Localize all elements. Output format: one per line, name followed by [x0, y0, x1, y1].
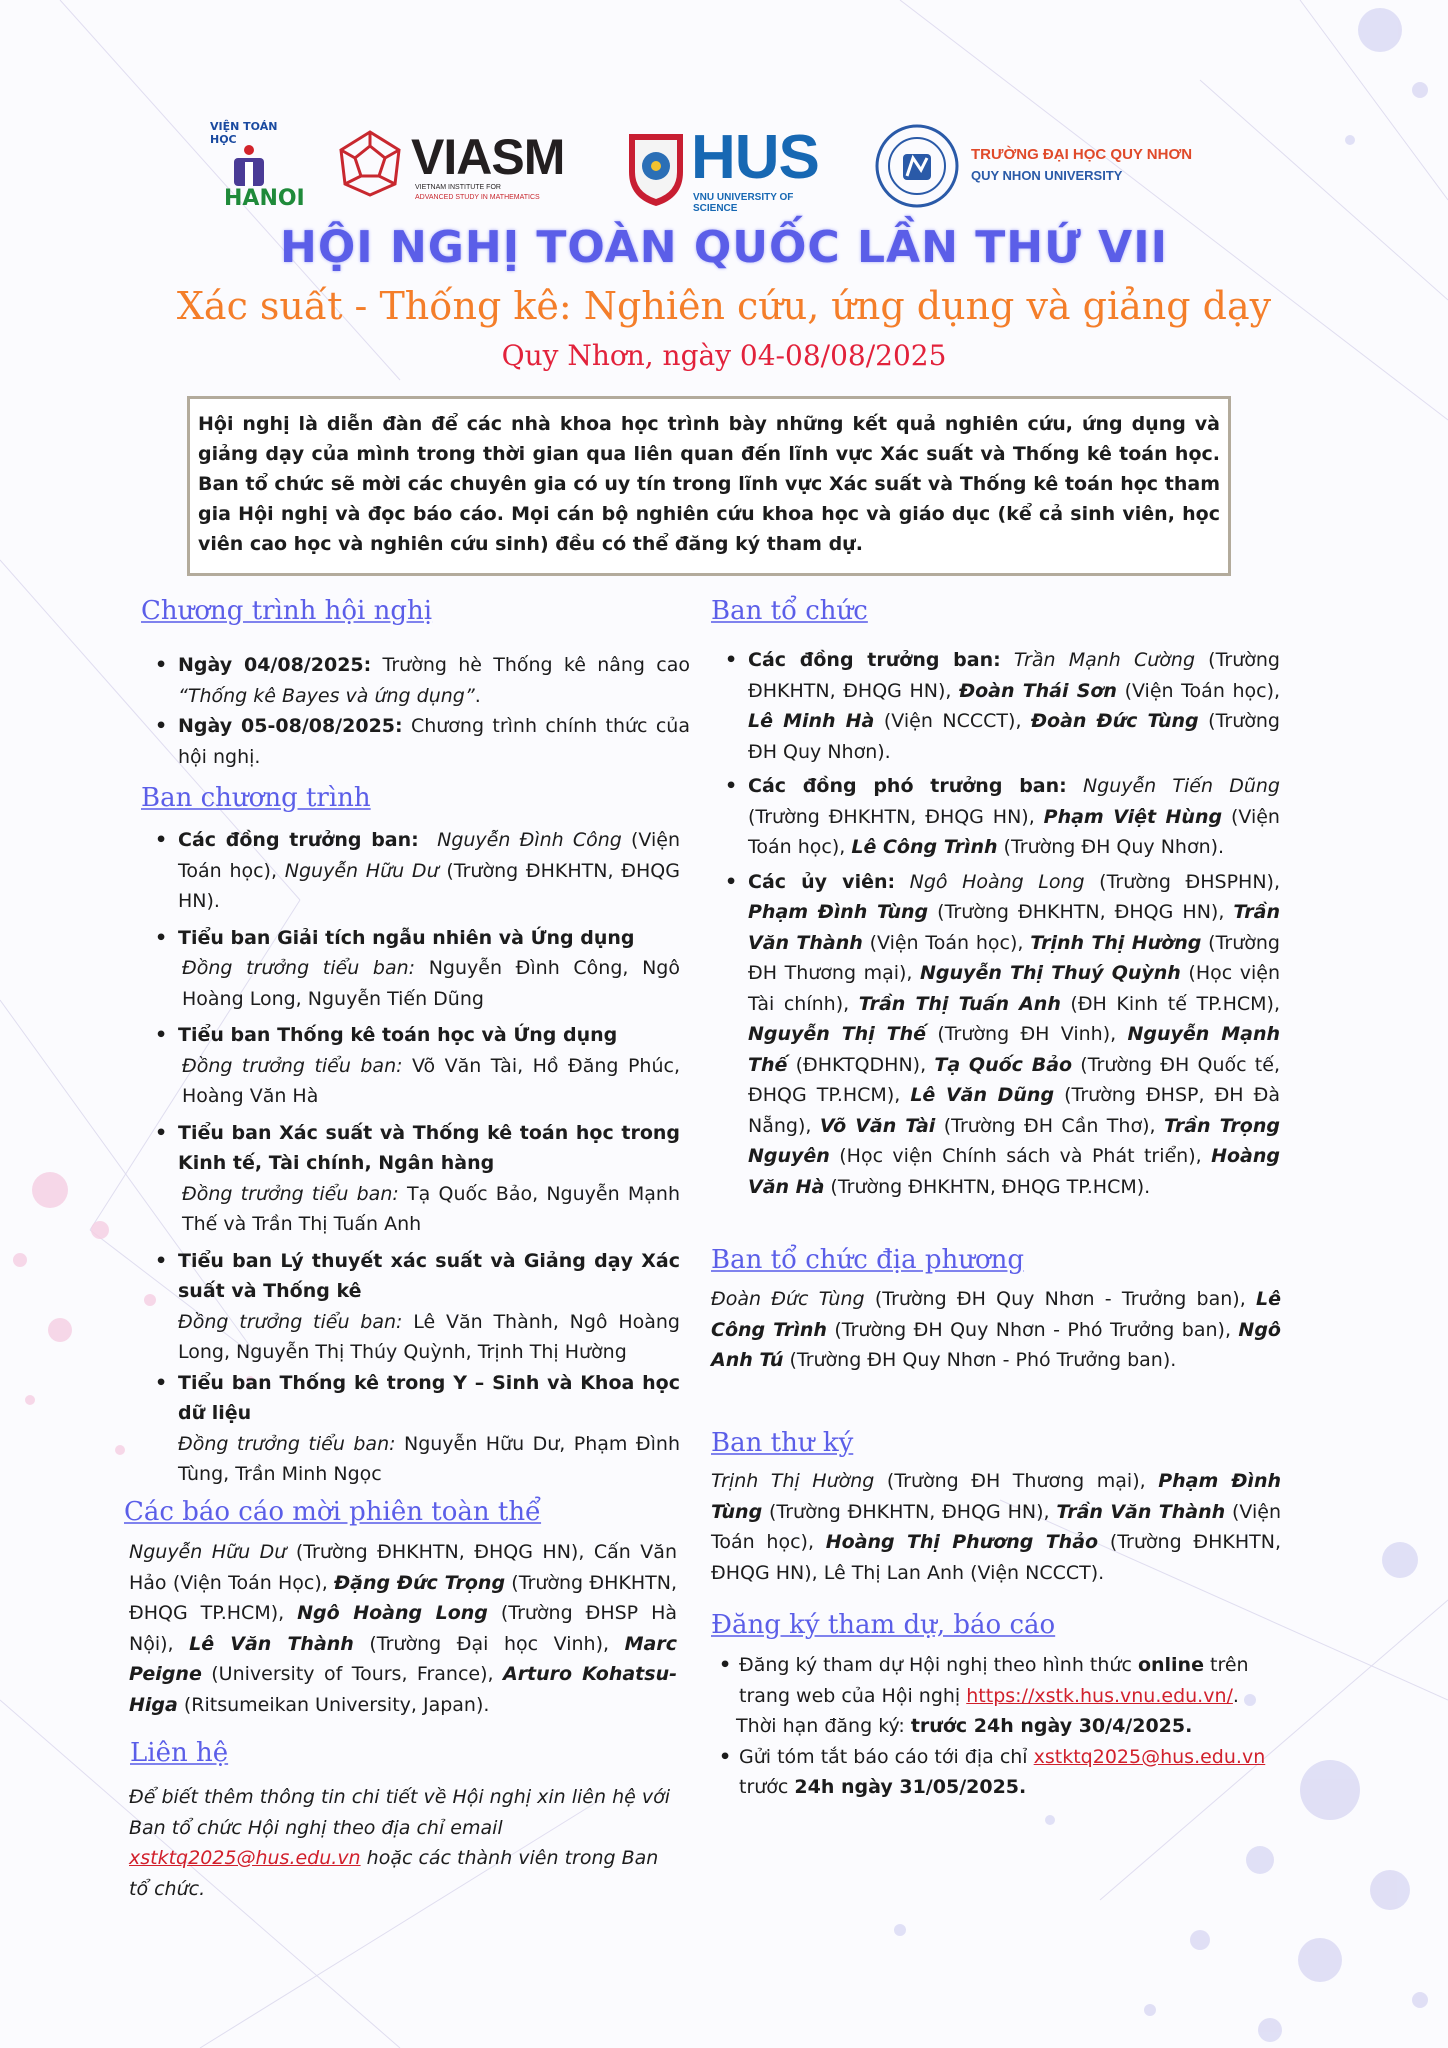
hanoi-math-institute-logo	[210, 120, 305, 220]
list-item: • Tiểu ban Thống kê toán học và Ứng dụng Đồng trưởng tiểu ban: Võ Văn Tài, Hồ Đăng Phúc, Hoàng Văn Hà	[155, 1024, 680, 1107]
abstract-email-link[interactable]: xstktq2025@hus.edu.vn	[1033, 1745, 1266, 1768]
hanoi-logo-word: HANOI	[224, 186, 305, 211]
viasm-polyhedron-icon	[335, 128, 405, 198]
logo-bar	[210, 120, 1240, 220]
list-item: • Các đồng phó trưởng ban: Nguyễn Tiến Dũng (Trường ĐHKHTN, ĐHQG HN), Phạm Việt Hùng (Viện Toán học), Lê Công Trình (Trường ĐH Quy Nhơn).	[725, 775, 1280, 858]
list-item: • Tiểu ban Giải tích ngẫu nhiên và Ứng dụng Đồng trưởng tiểu ban: Nguyễn Đình Công, Ngô Hoàng Long, Nguyễn Tiến Dũng	[155, 926, 680, 1010]
hus-logo-sub: VNU UNIVERSITY OF SCIENCE	[693, 192, 794, 214]
quy-nhon-seal-icon	[875, 124, 959, 208]
plenary-text: Nguyễn Hữu Dư (Trường ĐHKHTN, ĐHQG HN), Cấn Văn Hảo (Viện Toán Học), Đặng Đức Trọng (Trường ĐHKHTN, ĐHQG TP.HCM), Ngô Hoàng Long (Trường ĐHSP Hà Nội), Lê Văn Thành (Trường Đại học Vinh), Marc Peigne (University of Tours, France), Arturo Kohatsu-Higa (Ritsumeikan University, Japan).	[129, 1541, 677, 1716]
list-item: • Đăng ký tham dự Hội nghị theo hình thức online trên trang web của Hội nghị https://xstk.hus.vnu.edu.vn/. Thời hạn đăng ký: trước 24h ngày 30/4/2025.	[719, 1654, 1249, 1737]
program-heading: Chương trình hội nghị	[141, 596, 433, 626]
quy-nhon-logo-line2: QUY NHON UNIVERSITY	[971, 168, 1123, 183]
conference-title: HỘI NGHỊ TOÀN QUỐC LẦN THỨ VII	[280, 222, 1168, 273]
committee-heading: Ban chương trình	[141, 783, 371, 813]
organizing-heading: Ban tổ chức	[711, 596, 868, 626]
viasm-logo-sub2: ADVANCED STUDY IN MATHEMATICS	[415, 194, 540, 201]
registration-section	[719, 1650, 1269, 1803]
list-item: • Các ủy viên: Ngô Hoàng Long (Trường ĐHSPHN), Phạm Đình Tùng (Trường ĐHKHTN, ĐHQG HN), Trần Văn Thành (Viện Toán học), Trịnh Thị Hường (Trường ĐH Thương mại), Nguyễn Thị Thuý Quỳnh (Học viện Tài chính), Trần Thị Tuấn Anh (ĐH Kinh tế TP.HCM), Nguyễn Thị Thế (Trường ĐH Vinh), Nguyễn Mạnh Thế (ĐHKTQDHN), Tạ Quốc Bảo (Trường ĐH Quốc tế, ĐHQG TP.HCM), Lê Văn Dũng (Trường ĐHSP, ĐH Đà Nẵng), Võ Văn Tài (Trường ĐH Cần Thơ), Trần Trọng Nguyên (Học viện Chính sách và Phát triển), Hoàng Văn Hà (Trường ĐHKHTN, ĐHQG TP.HCM).	[725, 870, 1281, 1198]
plenary-heading: Các báo cáo mời phiên toàn thể	[124, 1497, 542, 1527]
quy-nhon-logo-line1: TRƯỜNG ĐẠI HỌC QUY NHƠN	[971, 146, 1193, 163]
viasm-logo-name: VIASM	[411, 129, 565, 185]
hus-logo	[625, 120, 840, 215]
contact-heading: Liên hệ	[130, 1738, 229, 1768]
hanoi-logo-arc-text: VIỆN TOÁN HỌC	[210, 120, 278, 146]
conference-subtitle: Xác suất - Thống kê: Nghiên cứu, ứng dụng và giảng dạy	[176, 284, 1272, 328]
secretary-heading: Ban thư ký	[711, 1428, 854, 1458]
list-item: • Các đồng trưởng ban: Nguyễn Đình Công (Viện Toán học), Nguyễn Hữu Dư (Trường ĐHKHTN, ĐHQG HN).	[155, 829, 681, 912]
conference-date: Quy Nhơn, ngày 04-08/08/2025	[501, 339, 947, 372]
intro-box: Hội nghị là diễn đàn để các nhà khoa học trình bày những kết quả nghiên cứu, ứng dụng và giảng dạy của mình trong thời gian qua liên quan đến lĩnh vực Xác suất và Thống kê toán học. Ban tổ chức sẽ mời các chuyên gia có uy tín trong lĩnh vực Xác suất và Thống kê toán học tham gia Hội nghị và đọc báo cáo. Mọi cán bộ nghiên cứu khoa học và giáo dục (kể cả sinh viên, học viên cao học và nghiên cứu sinh) đều có thể đăng ký tham dự.	[187, 396, 1231, 576]
secretary-text: Trịnh Thị Hường (Trường ĐH Thương mại), Phạm Đình Tùng (Trường ĐHKHTN, ĐHQG HN), Trần Văn Thành (Viện Toán học), Hoàng Thị Phương Thảo (Trường ĐHKHTN, ĐHQG HN), Lê Thị Lan Anh (Viện NCCCT).	[711, 1470, 1281, 1584]
list-item: • Các đồng trưởng ban: Trần Mạnh Cường (Trường ĐHKHTN, ĐHQG HN), Đoàn Thái Sơn (Viện Toán học), Lê Minh Hà (Viện NCCCT), Đoàn Đức Tùng (Trường ĐH Quy Nhơn).	[725, 649, 1281, 763]
list-item: • Ngày 05-08/08/2025: Chương trình chính thức của hội nghị.	[155, 715, 690, 768]
list-item: • Ngày 04/08/2025: Trường hè Thống kê nâng cao “Thống kê Bayes và ứng dụng”.	[155, 654, 690, 707]
committee-section	[155, 825, 681, 1490]
local-committee-heading: Ban tổ chức địa phương	[711, 1245, 1025, 1275]
program-section	[155, 650, 690, 772]
quy-nhon-university-logo	[875, 120, 1245, 215]
conference-website-link[interactable]: https://xstk.hus.vnu.edu.vn/	[966, 1684, 1233, 1707]
list-item: • Tiểu ban Xác suất và Thống kê toán học trong Kinh tế, Tài chính, Ngân hàng Đồng trưởng tiểu ban: Tạ Quốc Bảo, Nguyễn Mạnh Thế và Trần Thị Tuấn Anh	[155, 1121, 680, 1235]
viasm-logo	[335, 120, 605, 210]
registration-heading: Đăng ký tham dự, báo cáo	[711, 1610, 1056, 1640]
list-item: • Tiểu ban Thống kê trong Y – Sinh và Khoa học dữ liệu Đồng trưởng tiểu ban: Nguyễn Hữu Dư, Phạm Đình Tùng, Trần Minh Ngọc	[155, 1371, 680, 1485]
viasm-logo-sub1: VIETNAM INSTITUTE FOR	[415, 184, 501, 191]
local-committee-text: Đoàn Đức Tùng (Trường ĐH Quy Nhơn - Trưởng ban), Lê Công Trình (Trường ĐH Quy Nhơn - Phó Trưởng ban), Ngô Anh Tú (Trường ĐH Quy Nhơn - Phó Trưởng ban).	[711, 1288, 1281, 1371]
contact-text: Để biết thêm thông tin chi tiết về Hội nghị xin liên hệ với Ban tổ chức Hội nghị theo địa chỉ email xstktq2025@hus.edu.vn hoặc các thành viên trong Ban tổ chức.	[129, 1786, 670, 1900]
hus-logo-name: HUS	[691, 123, 819, 192]
organizing-section	[725, 645, 1281, 1202]
list-item: • Gửi tóm tắt báo cáo tới địa chỉ xstktq2025@hus.edu.vn trước 24h ngày 31/05/2025.	[719, 1745, 1266, 1798]
list-item: • Tiểu ban Lý thuyết xác suất và Giảng dạy Xác suất và Thống kê Đồng trưởng tiểu ban: Lê Văn Thành, Ngô Hoàng Long, Nguyễn Thị Thúy Quỳnh, Trịnh Thị Hường	[155, 1249, 680, 1363]
contact-email-link[interactable]: xstktq2025@hus.edu.vn	[129, 1847, 361, 1869]
hus-shield-icon	[625, 128, 687, 208]
math-symbol-icon	[228, 144, 270, 188]
